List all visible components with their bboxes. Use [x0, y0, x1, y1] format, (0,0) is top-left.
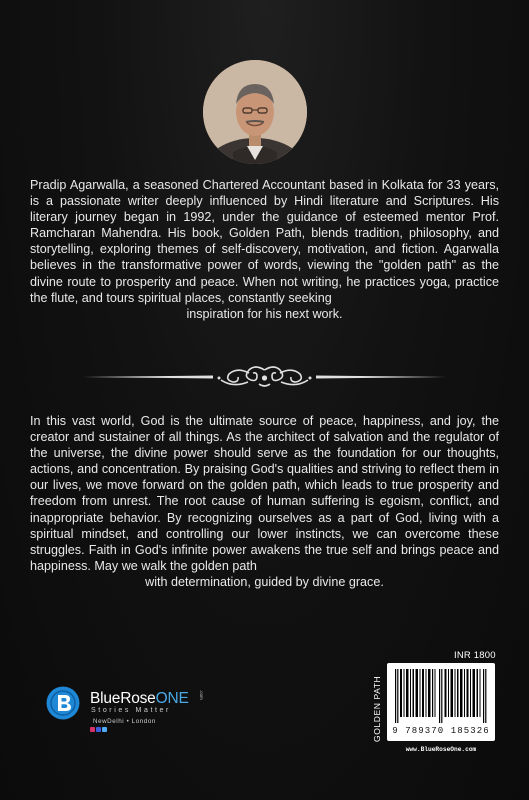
publisher-name — [90, 690, 189, 708]
book-blurb-text: In this vast world, God is the ultimate source of peace, happiness, and joy, the creator and sustainer of all things. As the architect of salvation and the regulator of the universe, the divine power should serve as the foundation for our thoughts, actions, and concentration. By praising God's qualities and striving to reflect them in our lives, we move forward on the golden path, which leads to true prosperity and freedom from unrest. The root cause of human suffering is egoism, conflict, and inappropriate behavior. By recognizing ourselves as a part of God, living with a spiritual mindset, and controlling our lower instincts, we can overcome these struggles. Faith in God's infinite power awakens the true self and brings peace and happiness. May we walk the golden path — [30, 414, 499, 573]
publisher-logo-icon — [46, 686, 80, 720]
twitter-icon — [102, 727, 107, 732]
barcode-graphic — [387, 663, 495, 723]
author-photo — [203, 60, 307, 164]
ornamental-divider — [83, 358, 446, 398]
facebook-icon — [96, 727, 101, 732]
book-blurb — [30, 413, 499, 590]
social-icons — [90, 727, 107, 733]
price-label: INR 1800 — [454, 650, 496, 661]
publisher-tagline: Stories Matter — [91, 707, 171, 714]
isbn-digits: 9 789370 185326 — [392, 726, 490, 736]
author-portrait — [203, 60, 307, 164]
instagram-icon — [90, 727, 95, 732]
author-bio-text: Pradip Agarwalla, a seasoned Chartered Accountant based in Kolkata for 33 years, is a passionate writer deeply influenced by Hindi literature and Scriptures. His literary journey began in 1992, under the guidance of esteemed mentor Prof. Ramcharan Mahendra. His book, Golden Path, blends tradition, philosophy, and storytelling, exploring themes of self-discovery, motivation, and fiction. Agarwalla believes in the transformative power of words, viewing the "golden path" as the divine route to prosperity and peace. When not writing, he practices yoga, practice the flute, and tours spiritual places, constantly seeking — [30, 178, 499, 305]
publisher-locations: NewDelhi • London — [93, 718, 156, 725]
spine-title: GOLDEN PATH — [372, 675, 382, 742]
publisher-name-accent: ONE — [155, 690, 189, 707]
author-bio-last-line: inspiration for his next work. — [186, 306, 343, 321]
book-blurb-last-line: with determination, guided by divine grace. — [145, 574, 384, 589]
publisher-name-main: BlueRose — [90, 690, 156, 707]
author-bio — [30, 177, 499, 322]
publisher-url: www.BlueRoseOne.com — [405, 746, 477, 753]
publisher-com-suffix: .com — [199, 690, 204, 700]
